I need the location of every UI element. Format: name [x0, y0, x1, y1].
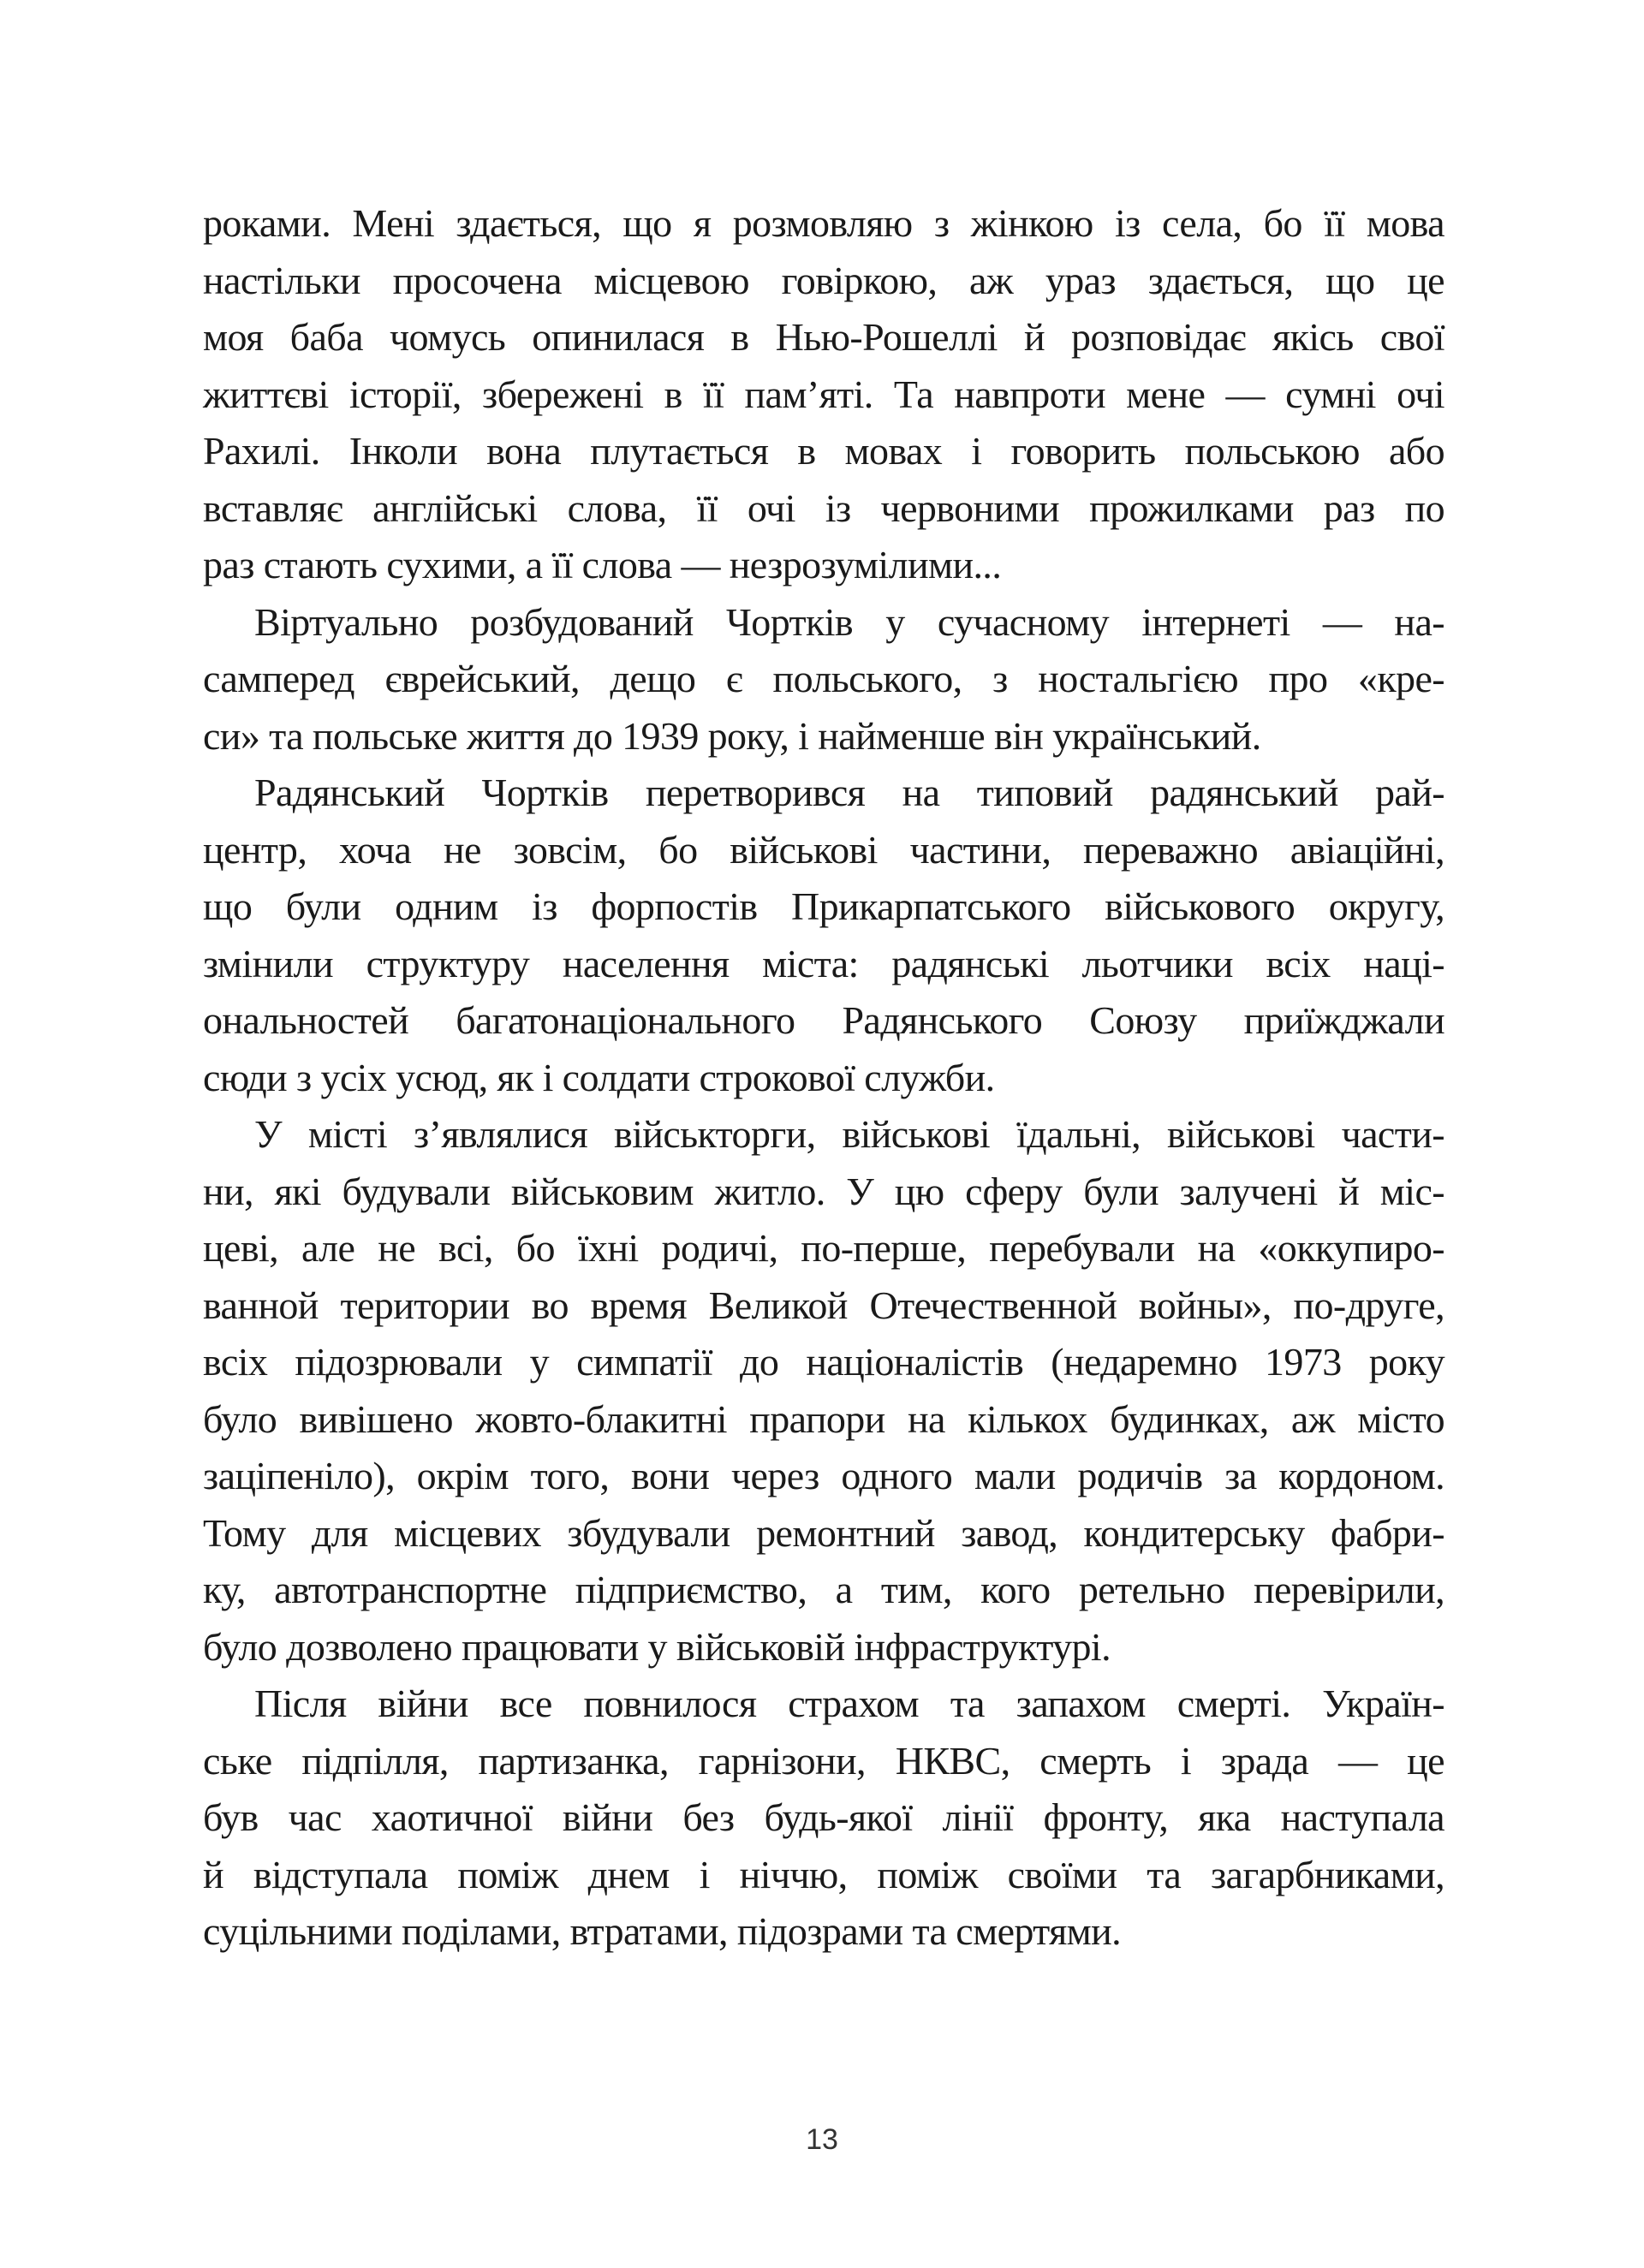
text-line: настільки просочена місцевою говіркою, аж ураз здається, що це — [203, 258, 1444, 302]
paragraph — [203, 1106, 1444, 1676]
paragraph — [203, 1676, 1444, 1961]
text-line: Після війни все повнилося страхом та запахом смерті. Україн- — [254, 1682, 1444, 1725]
text-line: Тому для місцевих збудували ремонтний завод, кондитерську фабри- — [203, 1510, 1444, 1555]
text-line: моя баба чомусь опинилася в Нью-Рошеллі й розповідає якісь свої — [203, 315, 1444, 359]
text-line: заціпеніло), окрім того, вони через одного мали родичів за кордоном. — [203, 1454, 1444, 1497]
text-line: було дозволено працювати у військовій інфраструктурі. — [203, 1624, 1111, 1669]
text-line: цеві, але не всі, бо їхні родичі, по-перше, перебували на «оккупиро- — [203, 1226, 1444, 1270]
text-line: ку, автотранспортне підприємство, а тим, кого ретельно перевірили, — [203, 1568, 1444, 1611]
text-line: суцільними поділами, втратами, підозрами та смертями. — [203, 1909, 1122, 1953]
paragraph — [203, 765, 1444, 1106]
text-line: ональностей багатонаціонального Радянського Союзу приїжджали — [203, 998, 1444, 1042]
page-number: 13 — [806, 2123, 838, 2156]
text-line: сюди з усіх усюд, як і солдати строкової служби. — [203, 1055, 995, 1099]
paragraph — [203, 195, 1444, 594]
text-line: ни, які будували військовим житло. У цю сферу були залучені й міс- — [203, 1169, 1444, 1213]
paragraph — [203, 594, 1444, 765]
text-line: ванной територии во время Великой Отечественной войны», по-друге, — [203, 1283, 1444, 1327]
text-line: що були одним із форпостів Прикарпатського військового округу, — [203, 884, 1444, 928]
text-line: було вивішено жовто-блакитні прапори на кількох будинках, аж місто — [203, 1396, 1444, 1441]
text-line: Рахилі. Інколи вона плутається в мовах і говорить польською або — [203, 429, 1444, 473]
text-line: си» та польське життя до 1939 року, і найменше він український. — [203, 713, 1261, 758]
text-line: був час хаотичної війни без будь-якої лінії фронту, яка наступала — [203, 1795, 1444, 1839]
text-line: змінили структуру населення міста: радянські льотчики всіх наці- — [203, 941, 1444, 985]
text-line: й відступала поміж днем і ніччю, поміж своїми та загарбниками, — [203, 1852, 1444, 1896]
text-line: всіх підозрювали у симпатії до націоналістів (недаремно 1973 року — [203, 1340, 1444, 1384]
text-line: раз стають сухими, а її слова — незрозумілими... — [203, 543, 1002, 586]
text-line: центр, хоча не зовсім, бо військові частини, переважно авіаційні, — [203, 827, 1444, 872]
text-line: Віртуально розбудований Чортків у сучасному інтернеті — на- — [254, 599, 1444, 644]
text-line: життєві історії, збережені в її пам’яті. Та навпроти мене — сумні очі — [203, 372, 1444, 416]
page-body-text — [203, 195, 1444, 1961]
text-line: роками. Мені здається, що я розмовляю з жінкою із села, бо її мова — [203, 201, 1444, 245]
text-line: ське підпілля, партизанка, гарнізони, НКВС, смерть і зрада — це — [203, 1738, 1444, 1783]
text-line: самперед єврейський, дещо є польського, з ностальгією про «кре- — [203, 657, 1444, 700]
text-line: У місті з’являлися військторги, військові їдальні, військові части- — [254, 1112, 1444, 1156]
text-line: вставляє англійські слова, її очі із червоними прожилками раз по — [203, 485, 1444, 530]
text-line: Радянський Чортків перетворився на типовий радянський рай- — [254, 771, 1444, 814]
